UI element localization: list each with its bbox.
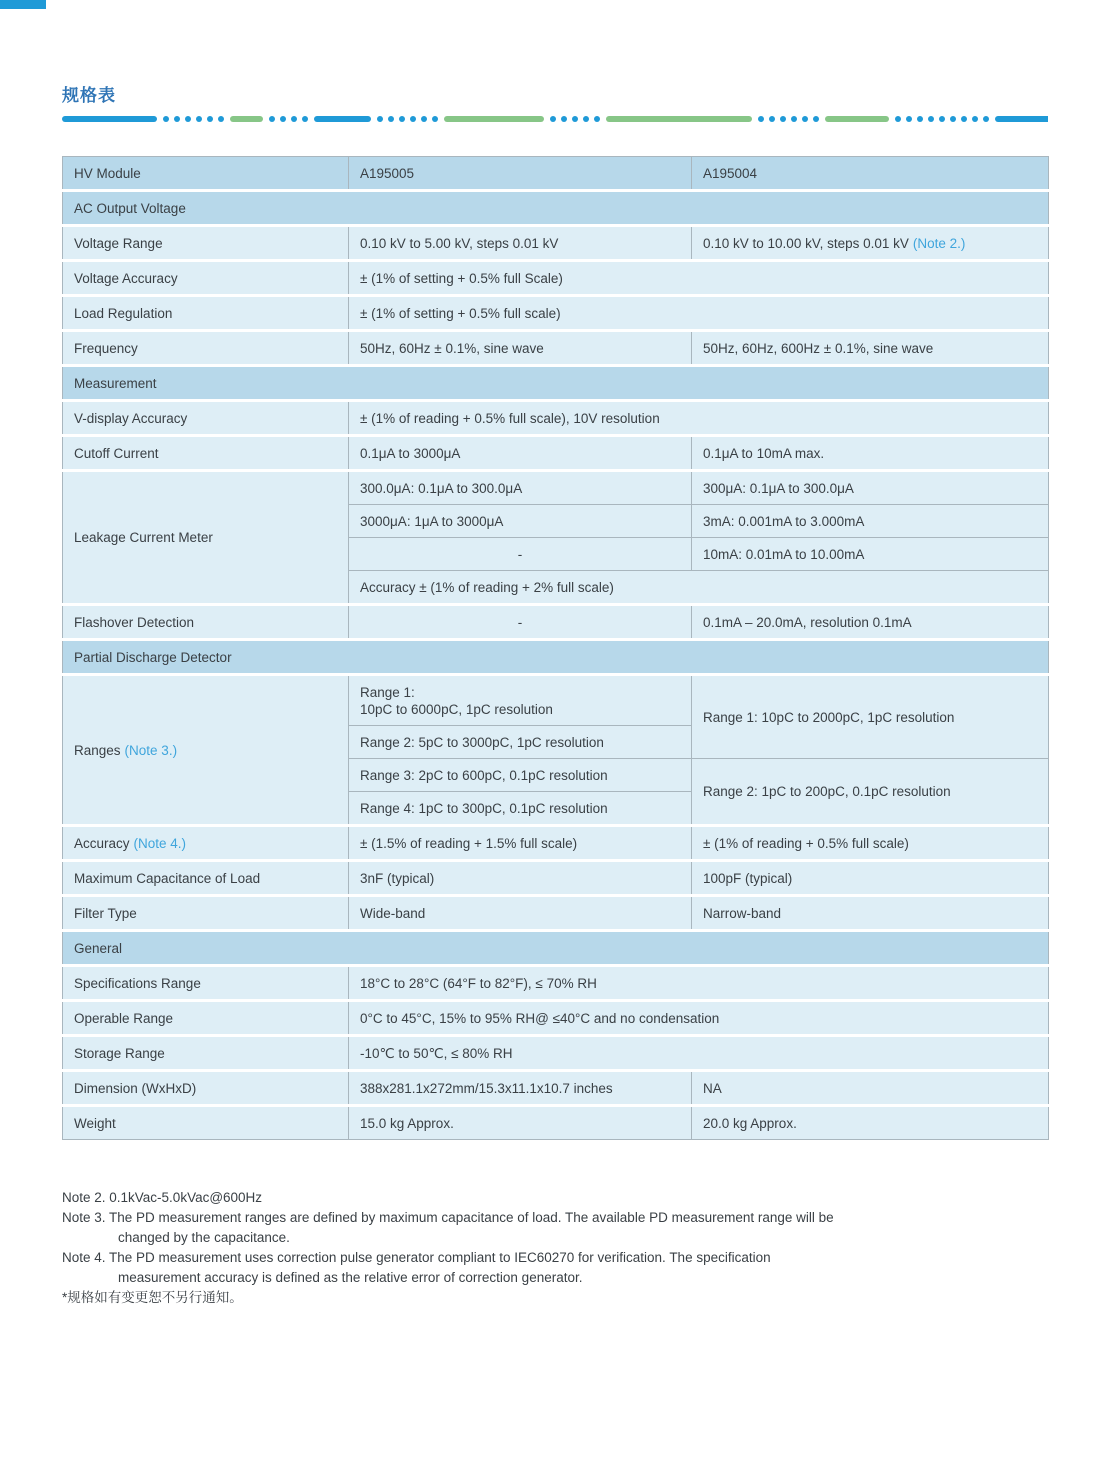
load-regulation-label: Load Regulation xyxy=(63,296,349,331)
table-row-flashover-detection xyxy=(63,605,1049,640)
table-row-leakage-sub1 xyxy=(63,471,1049,505)
cutoff-current-value-a: 0.1μA to 3000μA xyxy=(349,436,692,471)
hv-module-a195005: A195005 xyxy=(349,157,692,191)
voltage-range-label: Voltage Range xyxy=(63,226,349,261)
weight-value-a: 15.0 kg Approx. xyxy=(349,1106,692,1140)
leakage-range2-a: 3000μA: 1μA to 3000μA xyxy=(349,505,692,538)
flashover-detection-label: Flashover Detection xyxy=(63,605,349,640)
leakage-accuracy-value: Accuracy ± (1% of reading + 2% full scale) xyxy=(349,571,1049,605)
specifications-range-value: 18°C to 28°C (64°F to 82°F), ≤ 70% RH xyxy=(349,966,1049,1001)
pd-ranges-label xyxy=(63,675,349,826)
section-row-ac-output-voltage xyxy=(63,191,1049,226)
pd-range1-a xyxy=(349,675,692,726)
dimension-label: Dimension (WxHxD) xyxy=(63,1071,349,1106)
table-row-voltage-accuracy xyxy=(63,261,1049,296)
weight-value-b: 20.0 kg Approx. xyxy=(692,1106,1049,1140)
cutoff-current-value-b: 0.1μA to 10mA max. xyxy=(692,436,1049,471)
table-row-weight xyxy=(63,1106,1049,1140)
table-row-operable-range xyxy=(63,1001,1049,1036)
pd-accuracy-label-text: Accuracy xyxy=(74,835,130,851)
table-row-max-capacitance xyxy=(63,861,1049,896)
voltage-accuracy-label: Voltage Accuracy xyxy=(63,261,349,296)
frequency-value-b: 50Hz, 60Hz, 600Hz ± 0.1%, sine wave xyxy=(692,331,1049,366)
pd-range3-a: Range 3: 2pC to 600pC, 0.1pC resolution xyxy=(349,759,692,792)
leakage-current-meter-label: Leakage Current Meter xyxy=(63,471,349,605)
voltage-range-value-a: 0.10 kV to 5.00 kV, steps 0.01 kV xyxy=(349,226,692,261)
voltage-accuracy-value: ± (1% of setting + 0.5% full Scale) xyxy=(349,261,1049,296)
note3-reference: (Note 3.) xyxy=(124,742,178,758)
dimension-value-a: 388x281.1x272mm/15.3x11.1x10.7 inches xyxy=(349,1071,692,1106)
filter-type-value-b: Narrow-band xyxy=(692,896,1049,931)
operable-range-value: 0°C to 45°C, 15% to 95% RH@ ≤40°C and no condensation xyxy=(349,1001,1049,1036)
spec-table xyxy=(62,156,1049,1140)
corner-accent-bar xyxy=(0,0,46,9)
pd-range1-a-line1: Range 1: xyxy=(360,684,415,700)
section-general: General xyxy=(63,931,1049,966)
footnote-note3-line1: Note 3. The PD measurement ranges are defined by maximum capacitance of load. The available PD measurement range will be xyxy=(62,1210,834,1225)
pd-range1-a-line2: 10pC to 6000pC, 1pC resolution xyxy=(360,701,553,717)
section-partial-discharge-detector: Partial Discharge Detector xyxy=(63,640,1049,675)
footnote-note4-line1: Note 4. The PD measurement uses correction pulse generator compliant to IEC60270 for verification. The specification xyxy=(62,1250,771,1265)
pd-ranges-label-text: Ranges xyxy=(74,742,121,758)
flashover-detection-b: 0.1mA – 20.0mA, resolution 0.1mA xyxy=(692,605,1049,640)
leakage-range2-b: 3mA: 0.001mA to 3.000mA xyxy=(692,505,1049,538)
table-row-voltage-range xyxy=(63,226,1049,261)
dimension-value-b: NA xyxy=(692,1071,1049,1106)
table-row-v-display-accuracy xyxy=(63,401,1049,436)
footnote-note3-line2: changed by the capacitance. xyxy=(118,1230,290,1245)
section-row-measurement xyxy=(63,366,1049,401)
spec-sheet-page xyxy=(62,0,1048,1308)
note4-reference: (Note 4.) xyxy=(133,835,187,851)
max-capacitance-value-b: 100pF (typical) xyxy=(692,861,1049,896)
pd-accuracy-value-b: ± (1% of reading + 0.5% full scale) xyxy=(692,826,1049,861)
frequency-value-a: 50Hz, 60Hz ± 0.1%, sine wave xyxy=(349,331,692,366)
leakage-range1-b: 300μA: 0.1μA to 300.0μA xyxy=(692,471,1049,505)
hv-module-a195004: A195004 xyxy=(692,157,1049,191)
pd-range2-a: Range 2: 5pC to 3000pC, 1pC resolution xyxy=(349,726,692,759)
footnote-note4-line2: measurement accuracy is defined as the relative error of correction generator. xyxy=(118,1270,583,1285)
table-row-hv-module xyxy=(63,157,1049,191)
footnote-note2: Note 2. 0.1kVac-5.0kVac@600Hz xyxy=(62,1190,263,1205)
storage-range-label: Storage Range xyxy=(63,1036,349,1071)
footnote-disclaimer-cn: *规格如有变更恕不另行通知。 xyxy=(62,1290,243,1305)
leakage-range1-a: 300.0μA: 0.1μA to 300.0μA xyxy=(349,471,692,505)
max-capacitance-label: Maximum Capacitance of Load xyxy=(63,861,349,896)
pd-accuracy-value-a: ± (1.5% of reading + 1.5% full scale) xyxy=(349,826,692,861)
table-row-cutoff-current xyxy=(63,436,1049,471)
table-row-pd-ranges-sub1 xyxy=(63,675,1049,726)
storage-range-value: -10℃ to 50℃, ≤ 80% RH xyxy=(349,1036,1049,1071)
filter-type-label: Filter Type xyxy=(63,896,349,931)
leakage-range3-b: 10mA: 0.01mA to 10.00mA xyxy=(692,538,1049,571)
filter-type-value-a: Wide-band xyxy=(349,896,692,931)
table-row-load-regulation xyxy=(63,296,1049,331)
table-row-dimension xyxy=(63,1071,1049,1106)
table-row-frequency xyxy=(63,331,1049,366)
table-row-storage-range xyxy=(63,1036,1049,1071)
voltage-range-value-b-text: 0.10 kV to 10.00 kV, steps 0.01 kV xyxy=(703,235,909,251)
weight-label: Weight xyxy=(63,1106,349,1140)
section-row-partial-discharge-detector xyxy=(63,640,1049,675)
specifications-range-label: Specifications Range xyxy=(63,966,349,1001)
table-row-pd-accuracy xyxy=(63,826,1049,861)
v-display-accuracy-label: V-display Accuracy xyxy=(63,401,349,436)
pd-accuracy-label xyxy=(63,826,349,861)
hv-module-label: HV Module xyxy=(63,157,349,191)
frequency-label: Frequency xyxy=(63,331,349,366)
section-ac-output-voltage: AC Output Voltage xyxy=(63,191,1049,226)
flashover-detection-a-empty: - xyxy=(349,605,692,640)
cutoff-current-label: Cutoff Current xyxy=(63,436,349,471)
table-row-filter-type xyxy=(63,896,1049,931)
pd-range2-b: Range 2: 1pC to 200pC, 0.1pC resolution xyxy=(692,759,1049,826)
operable-range-label: Operable Range xyxy=(63,1001,349,1036)
pd-range4-a: Range 4: 1pC to 300pC, 0.1pC resolution xyxy=(349,792,692,826)
note2-reference: (Note 2.) xyxy=(912,235,966,251)
decorative-dashed-divider xyxy=(62,115,1048,123)
page-title: 规格表 xyxy=(62,86,116,105)
load-regulation-value: ± (1% of setting + 0.5% full scale) xyxy=(349,296,1049,331)
footnotes xyxy=(62,1188,1048,1308)
section-row-general xyxy=(63,931,1049,966)
pd-range1-b: Range 1: 10pC to 2000pC, 1pC resolution xyxy=(692,675,1049,759)
section-measurement: Measurement xyxy=(63,366,1049,401)
max-capacitance-value-a: 3nF (typical) xyxy=(349,861,692,896)
v-display-accuracy-value: ± (1% of reading + 0.5% full scale), 10V resolution xyxy=(349,401,1049,436)
voltage-range-value-b xyxy=(692,226,1049,261)
table-row-specifications-range xyxy=(63,966,1049,1001)
leakage-range3-a-empty: - xyxy=(349,538,692,571)
